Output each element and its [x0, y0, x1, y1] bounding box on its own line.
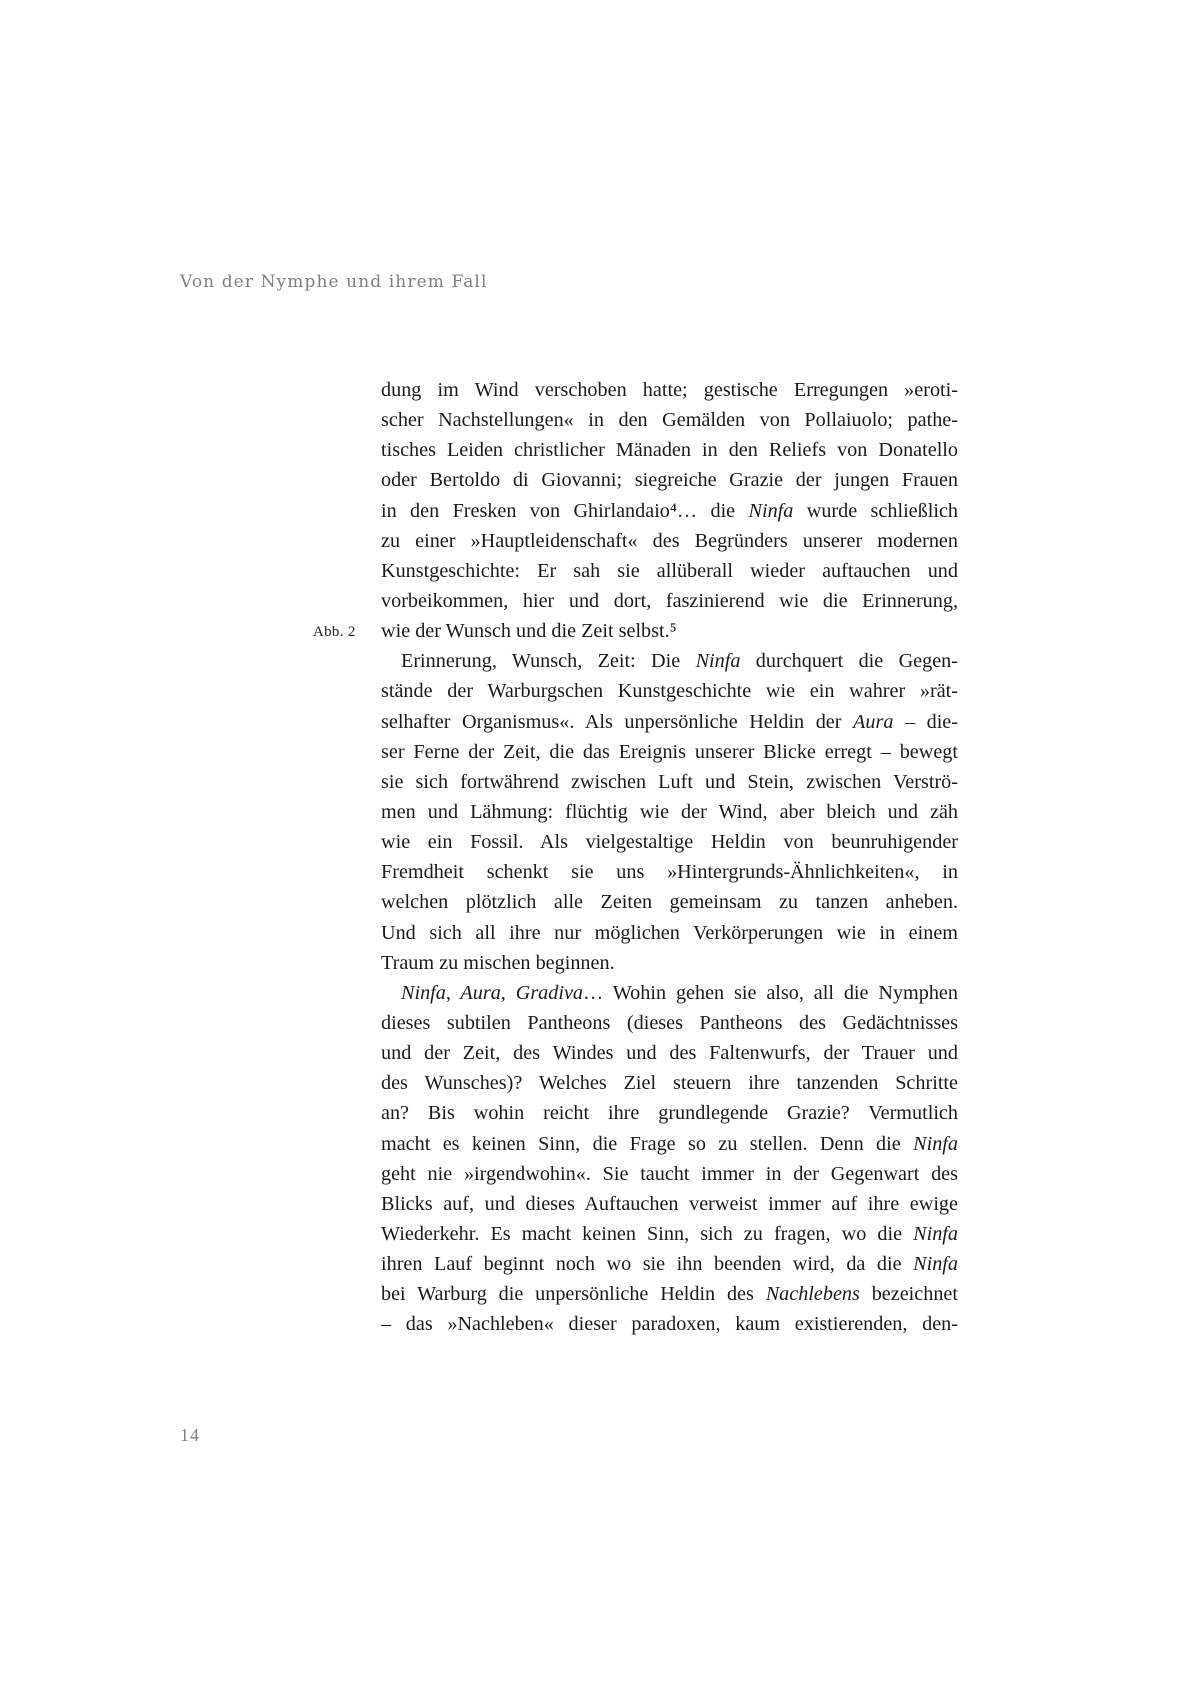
text-line: Erinnerung, Wunsch, Zeit: Die Ninfa durchquert die Gegen-: [401, 650, 959, 673]
text-line: Kunstgeschichte: Er sah sie allüberall wieder auftauchen und: [381, 559, 958, 582]
text-line: stände der Warburgschen Kunstgeschichte wie ein wahrer »rät-: [381, 680, 958, 703]
text-line: bei Warburg die unpersönliche Heldin des Nachlebens bezeichnet: [381, 1283, 958, 1306]
text-line: Ninfa, Aura, Gradiva… Wohin gehen sie also, all die Nymphen: [401, 981, 958, 1004]
text-line: Und sich all ihre nur möglichen Verkörperungen wie in einem: [381, 921, 958, 944]
text-line: des Wunsches)? Welches Ziel steuern ihre tanzenden Schritte: [381, 1072, 958, 1095]
text-line: ser Ferne der Zeit, die das Ereignis unserer Blicke erregt – bewegt: [381, 740, 958, 763]
text-line: wie der Wunsch und die Zeit selbst.⁵: [381, 620, 677, 643]
text-line: – das »Nachleben« dieser paradoxen, kaum existierenden, den-: [381, 1313, 958, 1336]
text-line: ihren Lauf beginnt noch wo sie ihn beenden wird, da die Ninfa: [381, 1253, 958, 1276]
text-line: geht nie »irgendwohin«. Sie taucht immer in der Gegenwart des: [381, 1162, 958, 1185]
figure-reference: Abb. 2: [313, 624, 356, 640]
text-line: tisches Leiden christlicher Mänaden in den Reliefs von Donatello: [381, 439, 958, 462]
text-line: scher Nachstellungen« in den Gemälden von Pollaiuolo; pathe-: [381, 409, 958, 432]
text-line: Fremdheit schenkt sie uns »Hintergrunds-Ähnlichkeiten«, in: [381, 861, 958, 884]
text-line: oder Bertoldo di Giovanni; siegreiche Grazie der jungen Frauen: [381, 469, 958, 492]
text-line: dieses subtilen Pantheons (dieses Pantheons des Gedächtnisses: [381, 1011, 958, 1034]
running-head: Von der Nymphe und ihrem Fall: [180, 272, 488, 292]
text-line: in den Fresken von Ghirlandaio⁴… die Ninfa wurde schließlich: [381, 499, 959, 522]
text-line: selhafter Organismus«. Als unpersönliche Heldin der Aura – die-: [381, 710, 958, 733]
text-line: Traum zu mischen beginnen.: [381, 951, 615, 974]
text-line: vorbeikommen, hier und dort, faszinierend wie die Erinnerung,: [381, 589, 958, 612]
text-line: Wiederkehr. Es macht keinen Sinn, sich zu fragen, wo die Ninfa: [381, 1222, 958, 1245]
text-line: Blicks auf, und dieses Auftauchen verweist immer auf ihre ewige: [381, 1192, 958, 1215]
page-number: 14: [180, 1425, 200, 1445]
text-line: sie sich fortwährend zwischen Luft und Stein, zwischen Verströ-: [381, 770, 958, 793]
text-line: und der Zeit, des Windes und des Faltenwurfs, der Trauer und: [381, 1042, 958, 1065]
text-line: wie ein Fossil. Als vielgestaltige Heldin von beunruhigender: [381, 831, 958, 854]
text-line: welchen plötzlich alle Zeiten gemeinsam zu tanzen anheben.: [381, 891, 958, 914]
text-line: an? Bis wohin reicht ihre grundlegende Grazie? Vermutlich: [381, 1102, 958, 1125]
text-line: dung im Wind verschoben hatte; gestische Erregungen »eroti-: [381, 379, 958, 401]
text-line: zu einer »Hauptleidenschaft« des Begründers unserer modernen: [381, 529, 958, 552]
body-text: [381, 375, 958, 1340]
text-line: macht es keinen Sinn, die Frage so zu stellen. Denn die Ninfa: [381, 1132, 958, 1155]
text-line: men und Lähmung: flüchtig wie der Wind, aber bleich und zäh: [381, 800, 958, 823]
